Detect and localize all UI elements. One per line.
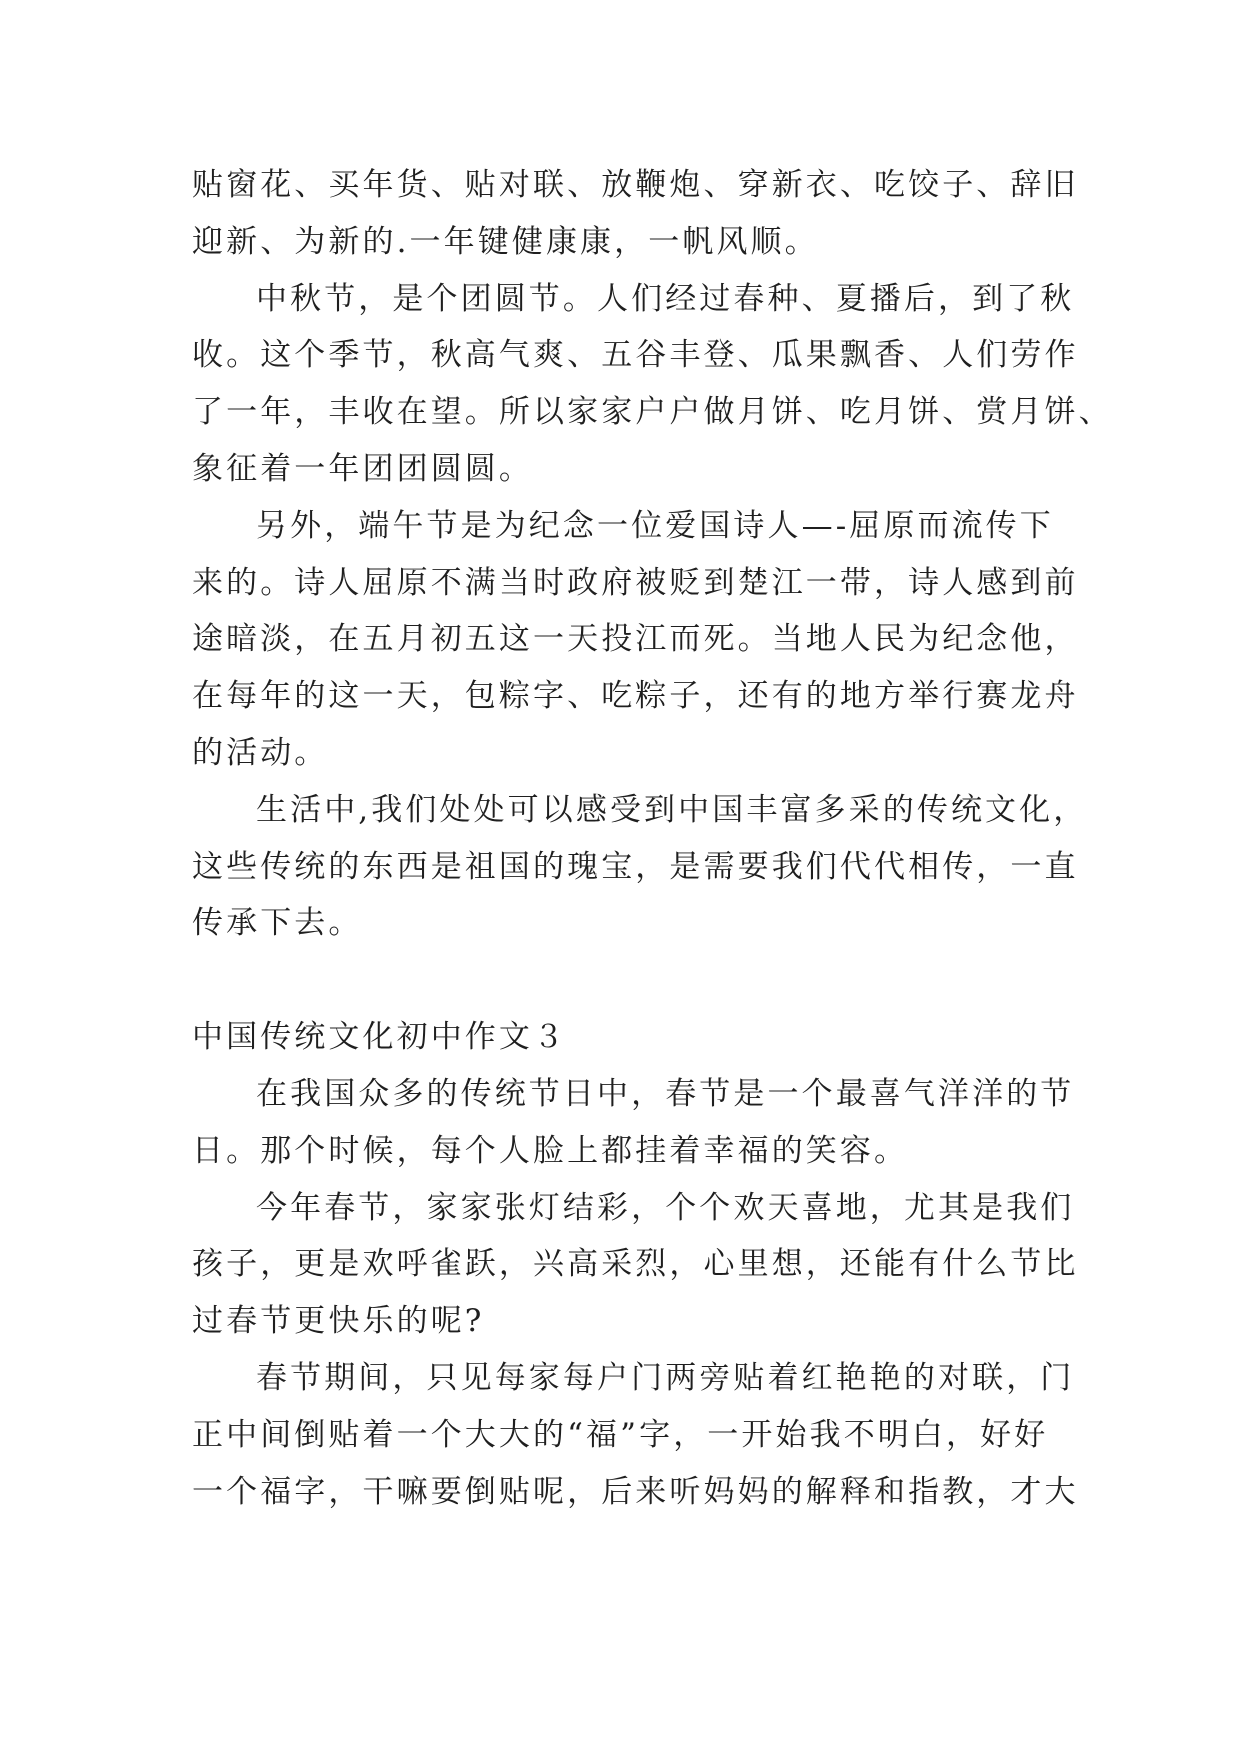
document-body [192, 157, 1113, 1520]
text-line: 的活动。 [192, 734, 329, 771]
paragraph [192, 782, 1088, 952]
text-line: 这些传统的东西是祖国的瑰宝，是需要我们代代相传，一直 [192, 848, 1079, 885]
text-line: 途暗淡，在五月初五这一天投江而死。当地人民为纪念他， [192, 621, 1079, 658]
text-line: 收。这个季节，秋高气爽、五谷丰登、瓜果飘香、人们劳作 [192, 337, 1079, 374]
paragraph [192, 1180, 1079, 1350]
paragraph [192, 498, 1079, 782]
text-line: 贴窗花、买年货、贴对联、放鞭炮、穿新衣、吃饺子、辞旧 [192, 167, 1079, 203]
text-line: 来的。诗人屈原不满当时政府被贬到楚江一带，诗人感到前 [192, 564, 1079, 601]
text-line: 一个福字，干嘛要倒贴呢，后来听妈妈的解释和指教，才大 [192, 1473, 1079, 1510]
section-heading: 中国传统文化初中作文３ [192, 1019, 568, 1056]
text-line: 春节期间，只见每家每户门两旁贴着红艳艳的对联，门 [256, 1359, 1075, 1396]
text-line: 在我国众多的传统节日中，春节是一个最喜气洋洋的节 [256, 1075, 1075, 1112]
paragraph [192, 1350, 1079, 1520]
paragraph [192, 1066, 1075, 1180]
text-line: 日。那个时候，每个人脸上都挂着幸福的笑容。 [192, 1132, 909, 1169]
text-line: 象征着一年团团圆圆。 [192, 450, 533, 487]
text-line: 在每年的这一天，包粽字、吃粽子，还有的地方举行赛龙舟 [192, 678, 1079, 715]
text-line: 今年春节，家家张灯结彩，个个欢天喜地，尤其是我们 [256, 1189, 1075, 1226]
section-spacer [192, 952, 1052, 1009]
text-line: 生活中,我们处处可以感受到中国丰富多采的传统文化， [256, 791, 1088, 828]
text-line: 传承下去。 [192, 905, 363, 942]
text-line: 中秋节，是个团圆节。人们经过春种、夏播后，到了秋 [256, 280, 1075, 317]
text-line: 迎新、为新的.一年键健康康，一帆风顺。 [192, 223, 819, 260]
text-line: 另外，端午节是为纪念一位爱国诗人—-屈原而流传下 [256, 507, 1054, 544]
text-line: 了一年，丰收在望。所以家家户户做月饼、吃月饼、赏月饼、 [192, 394, 1113, 431]
text-line: 过春节更快乐的呢? [192, 1303, 485, 1340]
paragraph [192, 157, 1079, 271]
text-line: 孩子，更是欢呼雀跃，兴高采烈，心里想，还能有什么节比 [192, 1246, 1079, 1283]
text-line: 正中间倒贴着一个大大的“福”字，一开始我不明白，好好 [192, 1416, 1049, 1453]
paragraph [192, 271, 1113, 498]
